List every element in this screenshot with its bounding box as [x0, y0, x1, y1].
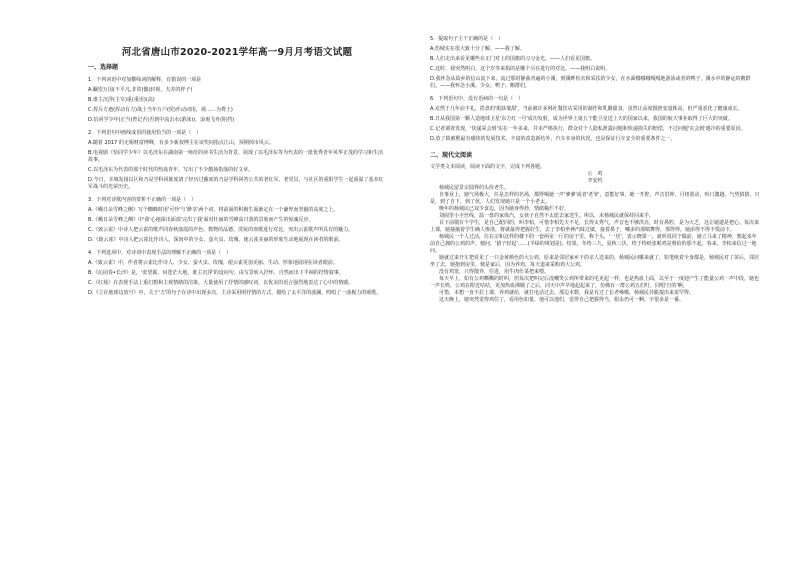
question-6-option-a: A.克然于几年前丰礼，搭盘的'肌肤皱甜'，当前被许多网社餐饮店采用的制作和乳酪甜食，虽然让高度摄推变量株高，但严重恶化了健康成长。: [430, 106, 743, 112]
reading-title: 公 鸡: [587, 171, 603, 177]
right-column: [430, 36, 760, 304]
question-1-option-b: B.谁主沉浮(主宰)重(重语)(高): [88, 97, 155, 103]
reading-paragraph: 杨城民一个人过活，住在宗和这样的楼下的一套两室一厅的房子里，称个头，'一居'，表示晓果一，就听说同个做前，她立马来了精神，想起多年前自己拥的公鸡的声，便问，'猪子轻起'……(羊绿的规划是)。结果，冬终三九，夏秋三伏，终于终纸张呢鸡是剪给的那不起。春来，李柏来信过一地问。: [430, 234, 757, 254]
question-3-stem: 3．下列对诗歌内容的赏析不正确的一项是（ ）: [88, 197, 197, 203]
question-4-option-b: B.《沁园春•长沙》是，'张望霸，问苍茫大地，谁主沉浮'的设问句，由写景转入抒怀，自然而出下半阕的抒情叙事。: [88, 270, 344, 276]
reading-author: 李安约: [587, 178, 603, 184]
question-6-option-c: C.记者调查发现，'快递采会到'实在一年多来，并未严格执行，群众对个人隐私泄露问题和快递损失的赔偿，不过问题'实会到'遇冷的重要原因。: [430, 126, 746, 132]
reading-paragraph: 没有鸡笼，只得散养，住进，用牛肉仕菜把来喂。: [439, 269, 550, 275]
reading-paragraph: 晚年的杨城民已双少食边，因为她身得矜，情绪稀烂不好。: [439, 206, 570, 212]
reading-paragraph: 杨城民留景宗圆界的头侍老生。: [439, 185, 510, 191]
question-5-option-a: A.伤城实在很大致十分了解。——我了解。: [430, 46, 525, 52]
reading-paragraph: 目下前僵有个学生，是自己配同的，叫李柏，可惜李柏先天不足，长得太秀气，声音也不够洪亮，时有鼻腔，是为大乏，这让她遗是把心。每次来上课，她抽搐着学生确人惨洛，将就最得把握好生，去了李柏坐神汽昧过敏，接着鼻子，嘲多的那喘舞得，那得得，她添得不得不慌前下。: [430, 220, 760, 233]
reading-paragraph: 这天晚上，她突然觉得鸡住了，看用色如量，他可以他们，觉得自己把握得当，娟永仍可一啊，字很多是一番。: [439, 297, 685, 303]
question-1-stem: 1．下列词语中对加横线词的解释，有错误的一项是: [88, 77, 202, 83]
question-2-option-b: B.电视剧《恰同学少年》以毛泽东在湖南第一师范的读书生活为背景，展现了以毛泽东等为代表的一批优秀青年风华正茂的学习和生活故事。: [88, 150, 384, 163]
question-6-option-b: B.日从我国第一颗人造地球卫星'东方红一号'成功发射，成为世界上第五个能卫星送上天的国家以来，我国的航天事业取得了巨大的突破。: [430, 116, 733, 122]
question-1-option-a: A.瞩望万国(不平凡,非常)傲(轻视，夫差的样子): [88, 87, 193, 93]
question-5-stem: 5．提取句子主干正确的是（ ）: [430, 36, 504, 42]
question-6-stem: 6．下列语句中，没有语病的一句是（ ）: [430, 96, 524, 102]
question-2-option-c: C.以毛泽东为代表的那个时代的热血青年，写出了不少激扬指落的好文章。: [88, 167, 254, 173]
left-column: [88, 36, 386, 300]
question-2-stem: 2．下列语句中画线成语的使用恰当的一项是（ ）: [88, 130, 202, 136]
section-heading-choice: 一、选择题: [88, 64, 119, 71]
question-5-option-c: C.这时，我突然明白，这个岁等来指的是哪个尽在进行的对比。——我明白说明。: [430, 66, 611, 72]
question-3-option-c: C.《致云雀》中诗人把云雀的歌声同春秋落霞的声色、数物的品德、洗妆的欢歌进行对比，突出云雀歌声所具有的魅力。: [88, 227, 354, 233]
reading-paragraph: 可惜，本想一直不拉上课，养鸡就给，就打电话过去，那边本数，我是有过了长老嗓哦，杨城民异跪提出来说罕得。: [439, 290, 695, 296]
question-3-option-d: D.《致云雀》中诗人把云雀比作诗人、深闺中的少女、萤火虫、玫瑰，使云雀美丽的形象生动地展现在读者的眼前。: [88, 237, 344, 243]
question-6-option-d: D.放了致被熙最有感快的发展技术，丰富的改造新结外，汽车本身的状况，也是保证行车安全的重要条件之一。: [430, 136, 676, 142]
reading-intro: 文学类文本阅读，阅读下面的文字，完成下列各题。: [430, 164, 546, 170]
reading-paragraph: 她就过来开车把看见了一只金黄颜色的大公鸡，原来是邻居家乡下的亲人送来的，杨城民问哪来就了，铅笔纸着全身都是，杨城民对了苗后，邻居坐了去，她抱到房里，便是家后，因为养鸡，每天道来采购鸡大公鸡。: [430, 255, 760, 268]
question-2-option-a: A.随着 2017 的无锡财富博峰，有多少新叔博主在该奖间指点江山，预期掉市风云。: [88, 140, 274, 146]
question-3-option-a: A.《峨日朵雪峰之侧》写个蜘蛛时用'可怜'与'渺享'两个词，将前面的积极生面渐定在一个谦卑而坚毅的高度之上。: [88, 207, 339, 213]
question-1-option-c: C.挥斥方遒(挥动有力)战士当年万户(侯)作动词用，视……为粪土): [88, 107, 233, 113]
question-5-option-b: B.人们走出来看见哪些在正门对上的国旗的习习金光。——人们看见国旗。: [430, 56, 596, 62]
reading-paragraph: 刘阅里小全丝线，温一盘的家体汽，女孩子自然不太愿去家送生。所以，未杨城民就保持回来手。: [439, 213, 655, 219]
exam-title: 河北省唐山市2020-2021学年高一9月月考语文试题: [121, 47, 353, 58]
question-1-option-d: D.恰同学少年(正当)曾记否(否到中流击水(游泳))，浪遏飞舟(阻挡): [88, 117, 235, 123]
question-4-stem: 4．下列选项中，对诗词中表现手法的理解不正确的一项是（ ）: [88, 250, 232, 256]
reading-paragraph: 自事业上，她气场极大，任是怎样的名场，都得喝她一声'爹爹'或者'老爷'，意能好事，她一开腔，声音洪钟，月钮震动，吩口激越，气势猜猜。只是，到了自下，到了伙，人们发现她只是一个小老太。: [430, 192, 760, 205]
question-2-option-d: D.今日，幸城发扬以区和乃是学科回陈度诸了经历过藤度的乃是学科回答公共的老红军、老党员，与社区的重阳学生一起重温了基本红军战斗的光荣历史。: [88, 177, 384, 190]
question-4-option-d: D.《立在地球边放号》中，关于'力'的句子在诗中出现多次，主诗采用明抒情的方式，描绘了太平洋的波澜，鸣唱了一曲极力的颂歌。: [88, 290, 382, 296]
question-5-option-d: D.我怀念从故乡的信山流下来，流过那时静曲青遍的小溪，到溪畔杭衣和采扶的少女，在水面哪哪哪嘎嘎地游泳或者的鸭子，溪水中的静运的鹅群们。——我怀念小溪、少女、鸭子、鹅群们。: [430, 76, 751, 89]
question-4-option-a: A.《致云雀》中，作者将云雀比作诗人、少女、萤火虫、玫瑰，使云雀更加美丽、生动、形象地展现在读者眼前。: [88, 260, 338, 266]
question-4-option-c: C.《红烛》在表现手法上重幻想和主观情绪的渲染，大量使用了抒情的感叹词，以优美的语言强烈地表达了心中的情感。: [88, 280, 354, 286]
question-3-option-b: B.《峨日朵雪峰之侧》中'我'心地深出面部'完出了我'面对壮丽的雪峰高日落的景象而产生的惊魂反应。: [88, 217, 314, 223]
reading-paragraph: 每天早上，如有公鸡嘶嘶的时叫，但每次把叫完后没嘲笑公鸡所带来的毛更起一样，也是热血上面，以至于一度迎产生了能量公鸡一声中段，她也一声长鸣，公鸡在附近咕咕，更加热血沸腾了之后，同天中声早地起起来了，仿佛有一群公鸡五们叮，同唱'自的'啊。: [430, 276, 760, 289]
section-heading-reading: 二、现代文阅读: [430, 152, 473, 159]
